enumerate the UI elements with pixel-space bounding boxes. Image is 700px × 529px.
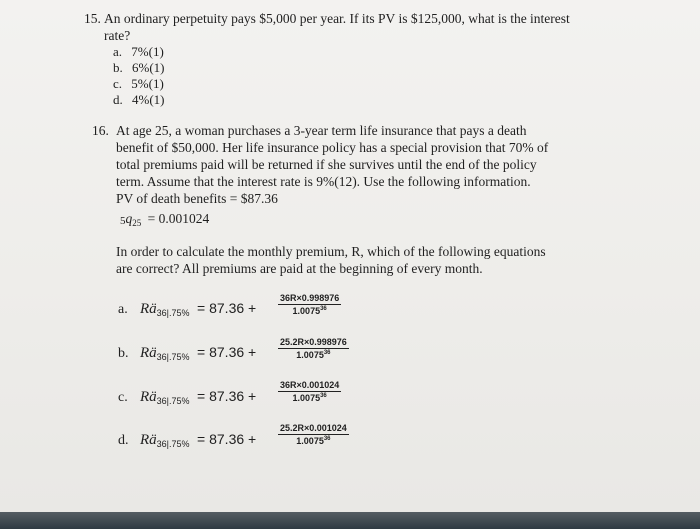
option-letter: a. (118, 302, 128, 317)
desk-background (0, 512, 700, 529)
q16-text-line3: total premiums paid will be returned if she survives until the end of the policy (116, 157, 537, 172)
annuity-subscript: 36|.75% (156, 439, 190, 449)
q16-prompt-line1: In order to calculate the monthly premium, R, which of the following equations (116, 244, 546, 259)
option-letter: b. (118, 346, 129, 361)
fraction-denominator: 1.0075$^{36}$ (292, 393, 327, 403)
q15-number: 15. (84, 11, 101, 26)
option-letter: b. (113, 60, 123, 75)
option-letter: d. (118, 433, 129, 448)
fraction-numerator: 25.2R×0.001024 (280, 423, 347, 433)
fraction-bar (278, 348, 349, 349)
fraction-numerator: 36R×0.998976 (280, 293, 340, 303)
fraction-denominator: 1.0075$^{36}$ (296, 436, 331, 446)
option-text: 7%(1) (131, 44, 164, 59)
constant-term: = 87.36 + (197, 388, 257, 404)
fraction-bar (278, 304, 341, 305)
q16-text-line4: term. Assume that the interest rate is 9%(12). Use the following information. (116, 174, 531, 189)
q16-option-d (118, 431, 256, 449)
q16-prompt-line2: are correct? All premiums are paid at the beginning of every month. (116, 261, 483, 276)
annuity-symbol: Rä (140, 345, 157, 361)
option-letter: d. (113, 92, 123, 107)
fraction-bar (278, 434, 349, 435)
annuity-symbol: Rä (140, 301, 157, 317)
option-text: 6%(1) (132, 60, 165, 75)
q15-option-a (113, 44, 164, 61)
fraction-numerator: 36R×0.001024 (280, 380, 340, 390)
option-text: 5%(1) (131, 76, 164, 91)
fraction-bar (278, 391, 341, 392)
mortality-prefix: 5 (120, 215, 126, 227)
mortality-value (120, 210, 209, 232)
q16-text-line5: PV of death benefits = $87.36 (116, 191, 278, 206)
option-letter: a. (113, 44, 123, 59)
q16-option-a-fraction (278, 293, 341, 316)
q16-text-line2: benefit of $50,000. Her life insurance policy has a special provision that 70% of (116, 140, 549, 155)
q16-option-a (118, 300, 256, 318)
constant-term: = 87.36 + (197, 344, 257, 360)
constant-term: = 87.36 + (197, 300, 257, 316)
q15-option-b (113, 60, 165, 77)
option-text: 4%(1) (132, 92, 165, 107)
q16-option-b-fraction (278, 337, 349, 360)
option-letter: c. (113, 76, 123, 91)
annuity-subscript: 36|.75% (156, 352, 190, 362)
mortality-number: = 0.001024 (147, 211, 210, 226)
annuity-subscript: 36|.75% (156, 396, 190, 406)
constant-term: = 87.36 + (197, 431, 257, 447)
q16-text-line1: At age 25, a woman purchases a 3-year term life insurance that pays a death (116, 123, 527, 138)
fraction-denominator: 1.0075$^{36}$ (292, 306, 327, 316)
q16-number: 16. (92, 123, 109, 138)
q16-option-c (118, 388, 256, 406)
q15-text-line1: An ordinary perpetuity pays $5,000 per year. If its PV is $125,000, what is the interest (104, 11, 570, 26)
annuity-subscript: 36|.75% (156, 308, 190, 318)
q16-option-b (118, 344, 256, 362)
fraction-denominator: 1.0075$^{36}$ (296, 350, 331, 360)
option-letter: c. (118, 390, 128, 405)
mortality-symbol: q (125, 211, 133, 226)
mortality-age: 25 (132, 218, 142, 228)
annuity-symbol: Rä (140, 389, 157, 405)
q15-text-line2: rate? (104, 28, 131, 43)
q16-option-d-fraction (278, 423, 349, 446)
q15-option-c (113, 76, 164, 93)
annuity-symbol: Rä (140, 432, 157, 448)
q16-option-c-fraction (278, 380, 341, 403)
fraction-numerator: 25.2R×0.998976 (280, 337, 347, 347)
q15-option-d (113, 92, 165, 109)
